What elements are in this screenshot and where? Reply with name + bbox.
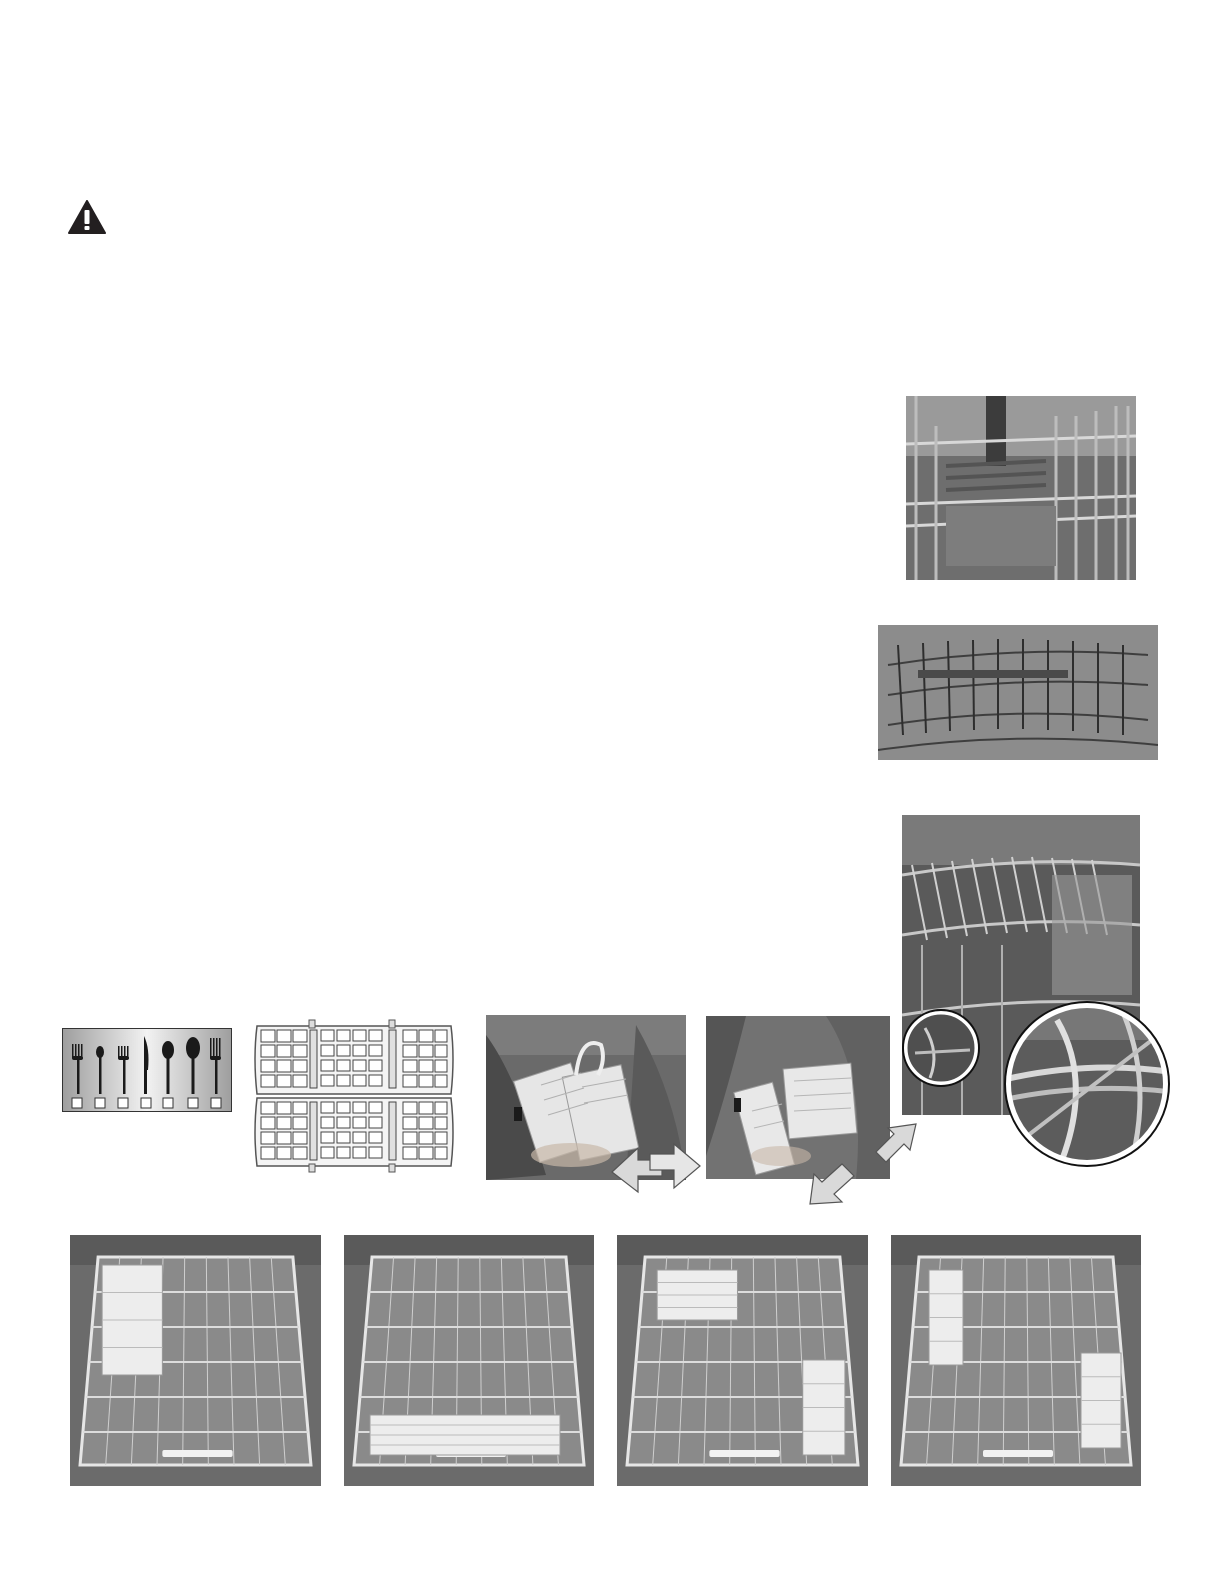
basket-grid-cell	[261, 1132, 275, 1144]
basket-grid-cell	[321, 1147, 334, 1158]
basket-grid-cell	[277, 1030, 291, 1042]
basket-grid-cell	[261, 1102, 275, 1114]
basket-grid-cell	[419, 1075, 433, 1087]
basket-grid-cell	[321, 1030, 334, 1041]
basket-grid-cell	[337, 1060, 350, 1071]
basket-grid-cell	[369, 1102, 382, 1113]
basket-grid-cell	[277, 1102, 291, 1114]
basket-grid-cell	[261, 1117, 275, 1129]
basket-grid-cell	[369, 1147, 382, 1158]
basket-grid-cell	[403, 1075, 417, 1087]
warning-icon	[68, 200, 106, 234]
basket-grid-cell	[261, 1060, 275, 1072]
basket-grid-cell	[277, 1132, 291, 1144]
basket-grid-cell	[435, 1045, 447, 1057]
basket-grid-divider	[310, 1102, 317, 1160]
basket-grid-cell	[403, 1045, 417, 1057]
basket-grid-cell	[337, 1045, 350, 1056]
basket-grid-cell	[293, 1102, 307, 1114]
rack-tines-photo	[878, 625, 1158, 760]
basket-grid-cell	[321, 1075, 334, 1086]
basket-grid-cell	[261, 1147, 275, 1159]
basket-grid-cell	[419, 1045, 433, 1057]
basket-grid-cell	[419, 1030, 433, 1042]
basket-grid-cell	[321, 1132, 334, 1143]
basket-grid-cell	[419, 1060, 433, 1072]
basket-grid-cell	[369, 1075, 382, 1086]
basket-grid-cell	[369, 1030, 382, 1041]
basket-grid-cell	[419, 1132, 433, 1144]
basket-grid-cell	[277, 1060, 291, 1072]
basket-grid-cell	[435, 1132, 447, 1144]
basket-grid-cell	[353, 1132, 366, 1143]
slide-apart-arrows	[610, 1140, 702, 1198]
basket-grid-cell	[419, 1117, 433, 1129]
move-up-arrow	[874, 1120, 920, 1166]
basket-separate-photo	[706, 1016, 890, 1179]
basket-grid-cell	[435, 1102, 447, 1114]
basket-grid-cell	[369, 1045, 382, 1056]
basket-grid-cell	[435, 1117, 447, 1129]
basket-grid-cell	[321, 1045, 334, 1056]
basket-grid-cell	[403, 1132, 417, 1144]
basket-grid-cell	[435, 1030, 447, 1042]
basket-grid-cell	[435, 1075, 447, 1087]
basket-grid-cell	[277, 1117, 291, 1129]
rack-config-1	[70, 1235, 321, 1486]
basket-grid-cell	[337, 1102, 350, 1113]
basket-grid-cell	[353, 1117, 366, 1128]
basket-grid-divider	[389, 1102, 396, 1160]
basket-grid-cell	[419, 1147, 433, 1159]
basket-grid-cell	[435, 1060, 447, 1072]
basket-grid-cell	[293, 1117, 307, 1129]
basket-grid-cell	[321, 1102, 334, 1113]
utensil-icons-card	[62, 1028, 232, 1112]
rack-config-2	[344, 1235, 594, 1486]
basket-grid-cell	[293, 1045, 307, 1057]
basket-grid-cell	[403, 1030, 417, 1042]
basket-grid-cell	[337, 1117, 350, 1128]
basket-grid-divider	[310, 1030, 317, 1088]
basket-grid-cell	[369, 1132, 382, 1143]
basket-grid-cell	[261, 1075, 275, 1087]
basket-grid-cell	[337, 1075, 350, 1086]
wheel-callout-small-circle	[900, 1008, 982, 1088]
basket-grid-cell	[403, 1060, 417, 1072]
basket-grid-cell	[321, 1060, 334, 1071]
basket-grid-cell	[353, 1147, 366, 1158]
basket-grid-cell	[353, 1102, 366, 1113]
basket-grid-cell	[261, 1030, 275, 1042]
basket-grid-cell	[321, 1117, 334, 1128]
basket-grid-cell	[419, 1102, 433, 1114]
basket-grid-cell	[293, 1030, 307, 1042]
basket-grid-cell	[337, 1147, 350, 1158]
basket-grid-divider	[389, 1030, 396, 1088]
basket-grid-cell	[403, 1117, 417, 1129]
move-down-arrow	[806, 1162, 858, 1208]
basket-grid-cell	[261, 1045, 275, 1057]
basket-cover-grid	[253, 1018, 455, 1174]
basket-grid-cell	[369, 1117, 382, 1128]
basket-grid-cell	[353, 1075, 366, 1086]
basket-grid-cell	[277, 1147, 291, 1159]
basket-grid-cell	[293, 1132, 307, 1144]
upper-rack-shelf-photo	[906, 396, 1136, 580]
wheel-callout-large-circle	[1002, 1000, 1172, 1168]
basket-grid-cell	[337, 1030, 350, 1041]
basket-grid-cell	[403, 1102, 417, 1114]
basket-grid-cell	[337, 1132, 350, 1143]
basket-grid-cell	[369, 1060, 382, 1071]
basket-grid-cell	[293, 1060, 307, 1072]
basket-grid-cell	[353, 1045, 366, 1056]
basket-grid-cell	[293, 1075, 307, 1087]
basket-grid-cell	[293, 1147, 307, 1159]
rack-config-3	[617, 1235, 868, 1486]
basket-grid-cell	[403, 1147, 417, 1159]
basket-grid-cell	[435, 1147, 447, 1159]
rack-config-4	[891, 1235, 1141, 1486]
basket-grid-cell	[353, 1030, 366, 1041]
basket-grid-cell	[277, 1045, 291, 1057]
basket-grid-cell	[353, 1060, 366, 1071]
basket-grid-cell	[277, 1075, 291, 1087]
